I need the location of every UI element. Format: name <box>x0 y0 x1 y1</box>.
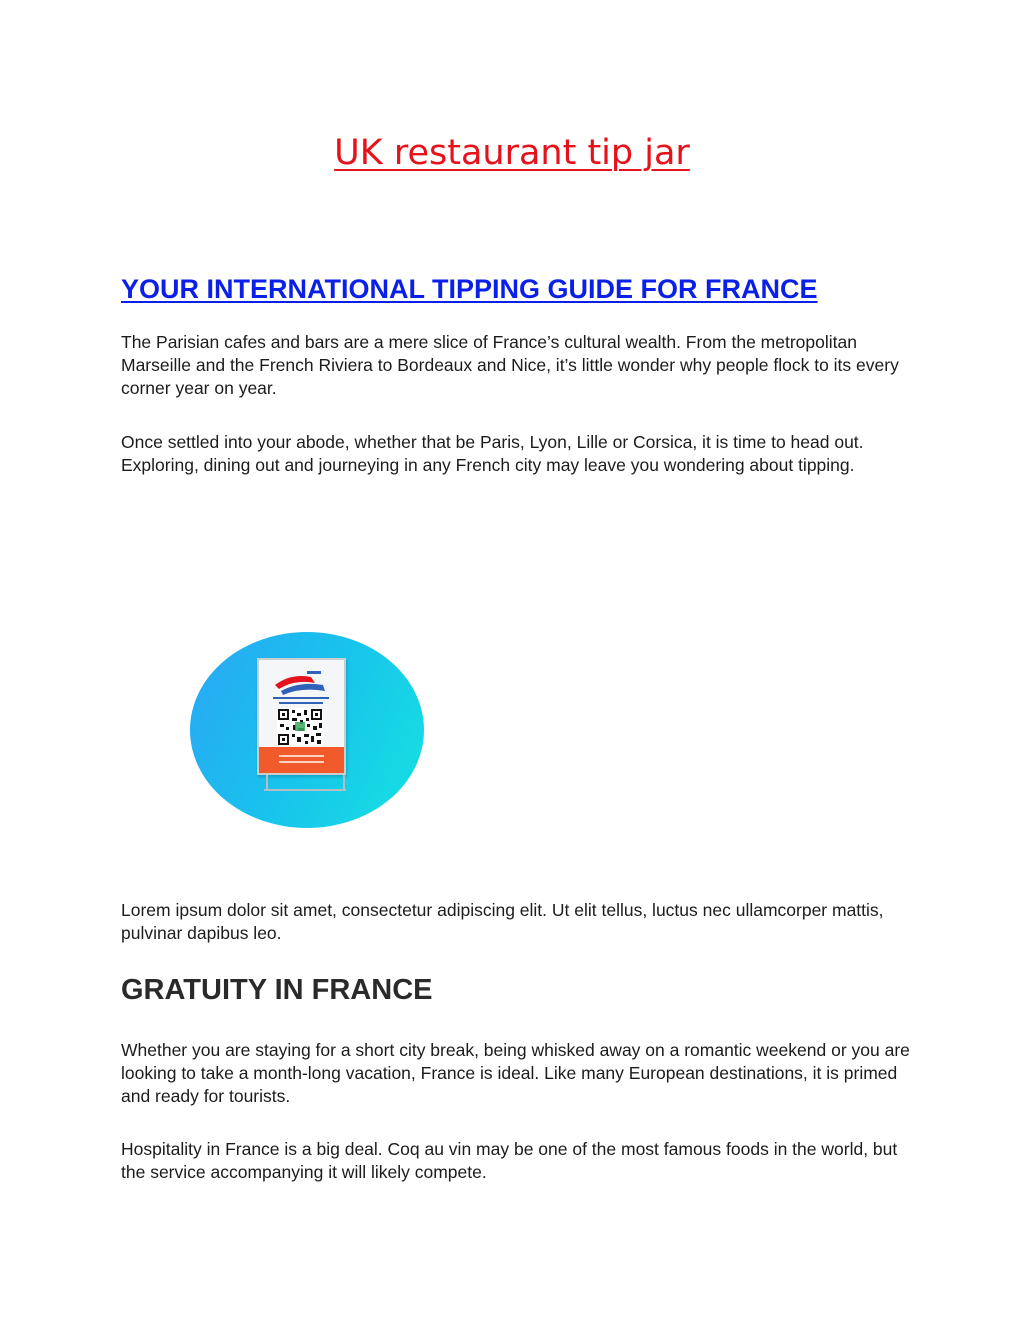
sign-text-line <box>279 702 323 704</box>
sign-footer-text-line <box>279 755 324 757</box>
qr-code-sign-icon <box>257 658 346 775</box>
lorem-paragraph: Lorem ipsum dolor sit amet, consectetur adipiscing elit. Ut elit tellus, luctus nec ullamcorper mattis, pulvinar dapibus leo. <box>121 900 884 943</box>
page-title <box>0 128 1024 178</box>
sign-footer-band <box>259 747 344 773</box>
sign-stand-base <box>264 789 346 791</box>
page-title-text: UK restaurant tip jar <box>334 133 690 173</box>
qr-code-icon <box>277 708 323 746</box>
sign-stand-leg <box>343 775 345 790</box>
qr-sign-illustration <box>190 632 424 828</box>
settling-paragraph: Once settled into your abode, whether that be Paris, Lyon, Lille or Corsica, it is time to head out. Exploring, dining out and journeying in any French city may leave you wondering about tipping. <box>121 432 864 475</box>
sign-logo-icon <box>271 667 335 701</box>
short-break-paragraph: Whether you are staying for a short city break, being whisked away on a romantic weekend or you are looking to take a month-long vacation, France is ideal. Like many European destinations, it is primed and ready for tourists. <box>121 1040 910 1106</box>
gratuity-heading: GRATUITY IN FRANCE <box>121 974 433 1006</box>
tipping-guide-heading-link[interactable]: YOUR INTERNATIONAL TIPPING GUIDE FOR FRANCE <box>121 274 818 304</box>
sign-stand-leg <box>266 775 268 790</box>
sign-text-line <box>273 697 329 699</box>
intro-paragraph: The Parisian cafes and bars are a mere slice of France’s cultural wealth. From the metropolitan Marseille and the French Riviera to Bordeaux and Nice, it’s little wonder why people flock to its every corner year on year. <box>121 332 899 398</box>
hospitality-paragraph: Hospitality in France is a big deal. Coq au vin may be one of the most famous foods in the world, but the service accompanying it will likely compete. <box>121 1139 898 1182</box>
sign-footer-text-line <box>279 761 324 763</box>
